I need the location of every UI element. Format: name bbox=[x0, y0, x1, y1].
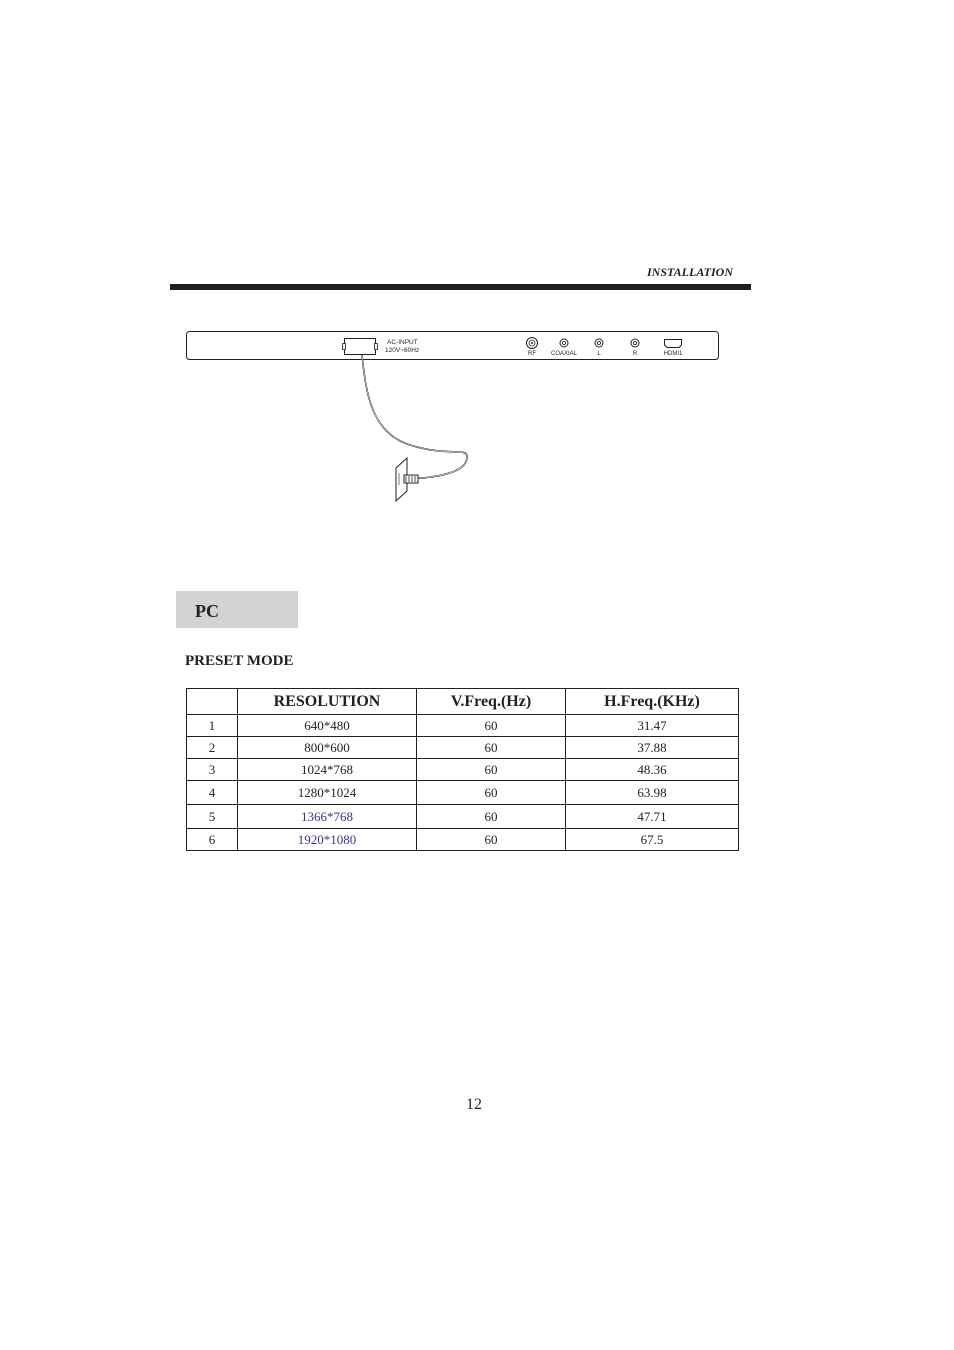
hdmi-port-icon bbox=[665, 340, 682, 348]
table-row bbox=[187, 805, 739, 829]
column-header-hfreq: H.Freq.(KHz) bbox=[566, 689, 739, 715]
row-resolution: 800*600 bbox=[238, 737, 417, 759]
port-label-l: L bbox=[597, 351, 601, 357]
preset-mode-title: PRESET MODE bbox=[185, 653, 294, 669]
row-resolution: 1280*1024 bbox=[238, 781, 417, 805]
preset-mode-table bbox=[186, 688, 739, 851]
row-index: 5 bbox=[187, 805, 238, 829]
row-vfreq: 60 bbox=[417, 759, 566, 781]
header-rule bbox=[170, 284, 751, 290]
row-hfreq: 63.98 bbox=[566, 781, 739, 805]
coaxial-port-icon bbox=[560, 339, 568, 347]
section-header-box bbox=[176, 591, 298, 628]
table-header-row bbox=[187, 689, 739, 715]
header-title: INSTALLATION bbox=[646, 265, 733, 279]
row-vfreq: 60 bbox=[417, 715, 566, 737]
row-index: 1 bbox=[187, 715, 238, 737]
column-header-resolution: RESOLUTION bbox=[238, 689, 417, 715]
power-cord bbox=[362, 355, 467, 480]
audio-l-port-icon bbox=[595, 339, 603, 347]
row-hfreq: 47.71 bbox=[566, 805, 739, 829]
row-hfreq: 37.88 bbox=[566, 737, 739, 759]
table-row bbox=[187, 781, 739, 805]
ac-input-rating: 120V~60Hz bbox=[385, 347, 420, 354]
section-title: PC bbox=[195, 601, 219, 621]
port-label-rf: RF bbox=[528, 351, 536, 357]
row-hfreq: 67.5 bbox=[566, 829, 739, 851]
column-header-vfreq: V.Freq.(Hz) bbox=[417, 689, 566, 715]
table-row bbox=[187, 759, 739, 781]
row-vfreq: 60 bbox=[417, 781, 566, 805]
row-hfreq: 31.47 bbox=[566, 715, 739, 737]
row-index: 3 bbox=[187, 759, 238, 781]
ac-input-label: AC-INPUT bbox=[387, 339, 418, 346]
page-number: 12 bbox=[466, 1096, 482, 1113]
table-row bbox=[187, 829, 739, 851]
column-header-index bbox=[187, 689, 238, 715]
port-label-coaxial: COAXIAL bbox=[550, 351, 578, 357]
port-label-hdmi1: HDMI1 bbox=[663, 351, 683, 357]
table-row bbox=[187, 715, 739, 737]
row-index: 2 bbox=[187, 737, 238, 759]
row-resolution: 1024*768 bbox=[238, 759, 417, 781]
ac-socket-icon bbox=[345, 339, 376, 355]
row-index: 6 bbox=[187, 829, 238, 851]
row-hfreq: 48.36 bbox=[566, 759, 739, 781]
row-vfreq: 60 bbox=[417, 829, 566, 851]
row-vfreq: 60 bbox=[417, 737, 566, 759]
row-vfreq: 60 bbox=[417, 805, 566, 829]
row-index: 4 bbox=[187, 781, 238, 805]
row-resolution: 640*480 bbox=[238, 715, 417, 737]
row-resolution: 1366*768 bbox=[238, 805, 417, 829]
tv-rear-panel-diagram bbox=[180, 325, 730, 510]
table-row bbox=[187, 737, 739, 759]
audio-r-port-icon bbox=[631, 339, 639, 347]
port-label-r: R bbox=[632, 351, 638, 357]
row-resolution: 1920*1080 bbox=[238, 829, 417, 851]
